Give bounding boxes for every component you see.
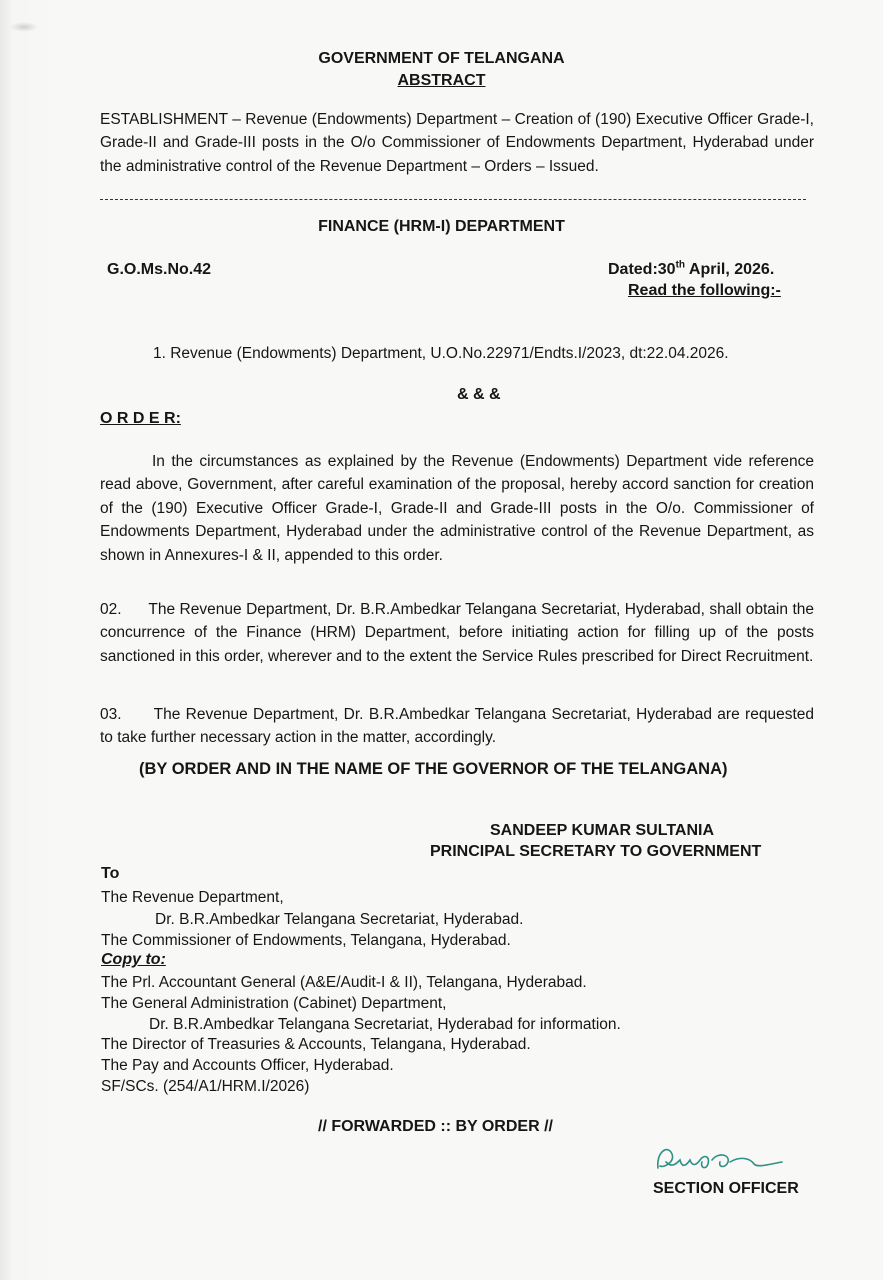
to-line: The Revenue Department, <box>101 889 284 906</box>
section-officer: SECTION OFFICER <box>653 1180 799 1197</box>
subject-paragraph: ESTABLISHMENT – Revenue (Endowments) Department – Creation of (190) Executive Officer Grade-I, Grade-II and Grade-III posts in the O/o Commissioner of Endowments Department, Hyderabad under the administrative control of the Revenue Department – Orders – Issued. <box>100 111 814 175</box>
order-paragraph-2: 02. The Revenue Department, Dr. B.R.Ambedkar Telangana Secretariat, Hyderabad, shall obtain the concurrence of the Finance (HRM) Department, before initiating action for filling up of the posts sanctioned in this order, wherever and to the extent the Service Rules prescribed for Direct Recruitment. <box>100 601 814 665</box>
reference-item: 1. Revenue (Endowments) Department, U.O.No.22971/Endts.I/2023, dt:22.04.2026. <box>153 345 729 362</box>
order-paragraph-1: In the circumstances as explained by the Revenue (Endowments) Department vide reference read above, Government, after careful examination of the proposal, hereby accord sanction for creation of the (190) Executive Officer Grade-I, Grade-II and Grade-III posts in the O/o. Commissioner of Endowments Department, Hyderabad under the administrative control of the Revenue Department, as shown in Annexures-I & II, appended to this order. <box>100 453 814 564</box>
order-heading: O R D E R: <box>100 410 181 427</box>
copy-to-line: The Pay and Accounts Officer, Hyderabad. <box>101 1057 394 1074</box>
copy-to-heading: Copy to: <box>101 951 166 968</box>
go-number: G.O.Ms.No.42 <box>107 261 212 278</box>
department-heading: FINANCE (HRM-I) DEPARTMENT <box>318 218 565 235</box>
separator-ampersands: & & & <box>457 386 501 403</box>
governor-line: (BY ORDER AND IN THE NAME OF THE GOVERNOR OF THE TELANGANA) <box>139 760 728 778</box>
signatory-name: SANDEEP KUMAR SULTANIA <box>490 822 715 839</box>
forwarded-line: // FORWARDED :: BY ORDER // <box>318 1118 553 1135</box>
copy-to-line: The General Administration (Cabinet) Department, <box>101 995 447 1012</box>
abstract-heading: ABSTRACT <box>397 72 486 89</box>
copy-to-line: The Prl. Accountant General (A&E/Audit-I & II), Telangana, Hyderabad. <box>101 974 587 991</box>
read-following: Read the following:- <box>628 282 781 299</box>
signatory-title: PRINCIPAL SECRETARY TO GOVERNMENT <box>430 843 762 860</box>
to-heading: To <box>101 865 120 882</box>
copy-to-line: SF/SCs. (254/A1/HRM.I/2026) <box>101 1078 310 1095</box>
government-title: GOVERNMENT OF TELANGANA <box>318 50 565 67</box>
to-line: Dr. B.R.Ambedkar Telangana Secretariat, Hyderabad. <box>155 911 524 928</box>
copy-to-line: The Director of Treasuries & Accounts, Telangana, Hyderabad. <box>101 1036 531 1053</box>
order-paragraph-3: 03. The Revenue Department, Dr. B.R.Ambedkar Telangana Secretariat, Hyderabad are requested to take further necessary action in the matter, accordingly. <box>100 706 814 747</box>
scan-smudge <box>10 22 38 32</box>
dashed-divider <box>100 199 806 200</box>
copy-to-line: Dr. B.R.Ambedkar Telangana Secretariat, Hyderabad for information. <box>149 1016 621 1033</box>
dated-line: Dated:30th April, 2026. <box>608 259 775 278</box>
to-line: The Commissioner of Endowments, Telangana, Hyderabad. <box>101 932 511 949</box>
